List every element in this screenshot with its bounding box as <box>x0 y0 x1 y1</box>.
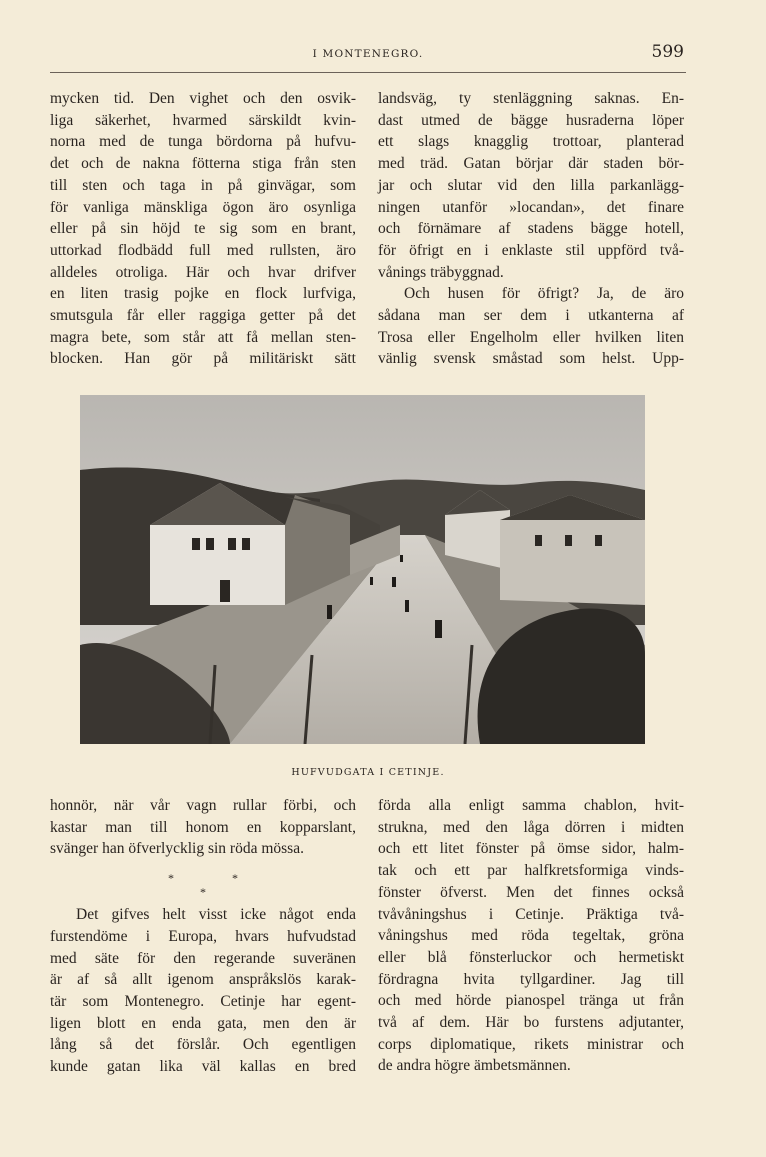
text-line: alldeles otroliga. Här och hvar drifver <box>50 263 356 281</box>
page-number: 599 <box>651 42 684 62</box>
text-line: Och husen för öfrigt? Ja, de äro <box>404 285 684 303</box>
text-line: vänlig svensk småstad som helst. Upp- <box>378 350 684 368</box>
text-line: svänger han öfverlycklig sin röda mössa. <box>50 840 304 858</box>
text-line: dast utmed de bägge husraderna löper <box>378 111 684 129</box>
running-title: I MONTENEGRO. <box>312 48 424 60</box>
text-line: tär som Montenegro. Cetinje har egent- <box>50 992 356 1010</box>
column-right-bottom <box>378 795 684 1077</box>
text-line: smutsgula får eller raggiga getter på det <box>50 307 356 325</box>
asterisk: * <box>232 871 238 886</box>
text-line: förda alla enligt samma chablon, hvit- <box>378 797 684 814</box>
text-line: och med hörde pianospel tränga ut från <box>378 992 684 1010</box>
text-line: uttorkad flodbädd full med rullsten, äro <box>50 241 356 259</box>
text-line: kunde gatan lika väl kallas en bred <box>50 1058 356 1076</box>
text-line: en liten trasig pojke en flock lurfviga, <box>50 285 356 303</box>
text-line: norna med de tunga bördorna på hufvu- <box>50 133 356 151</box>
text-line: med träd. Gatan börjar där staden bör- <box>378 155 684 173</box>
text-line: eller blå fönsterluckor och hermetiskt <box>378 948 684 966</box>
text-line: fönster öfverst. Men det finnes också <box>378 883 684 901</box>
asterism <box>50 860 356 904</box>
text-line: kastar man till honom en kopparslant, <box>50 818 356 836</box>
text-line: och ett litet fönster på ömse sidor, halm- <box>378 840 684 858</box>
text-line: ligen blott en enda gata, men den är <box>50 1014 356 1032</box>
text-line: det och de nakna fötterna stiga från sten <box>50 155 356 173</box>
figure-caption: HUFVUDGATA I CETINJE. <box>291 767 445 778</box>
text-line: vånings träbyggnad. <box>378 263 504 281</box>
text-line: till sten och taga in på ginvägar, som <box>50 176 356 194</box>
text-line: sådana man ser dem i utkanterna af <box>378 307 684 325</box>
text-line: tak och ett par halfkretsformiga vinds- <box>378 862 684 880</box>
text-line: för vanliga mänskliga ögon äro osynliga <box>50 198 356 216</box>
text-line: magra bete, som står att få mellan sten- <box>50 328 356 346</box>
text-line: är af så allt igenom anspråkslös karak- <box>50 971 356 989</box>
text-line: strukna, med den låga dörren i midten <box>378 818 684 836</box>
text-line: för öfrigt en i enklaste stil uppförd två- <box>378 241 684 259</box>
text-line: de andra högre ämbetsmännen. <box>378 1057 571 1075</box>
text-line: våningshus med röda tegeltak, gröna <box>378 927 684 945</box>
photo-illustration <box>80 395 645 744</box>
text-line: lång så det förslår. Och egentligen <box>50 1036 356 1054</box>
column-left-bottom <box>50 795 356 1078</box>
text-line: två af dem. Här bo furstens adjutanter, <box>378 1014 684 1032</box>
text-line: landsväg, ty stenläggning saknas. En- <box>378 90 684 107</box>
text-line: blocken. Han gör på militäriskt sätt <box>50 350 356 368</box>
text-line: ningen utanför »locandan», det finare <box>378 198 684 216</box>
text-line: fördragna hvita tyllgardiner. Jag till <box>378 970 684 988</box>
running-header <box>50 44 686 73</box>
street-photograph <box>80 395 645 744</box>
text-line: corps diplomatique, rikets ministrar och <box>378 1035 684 1053</box>
text-line: med säte för den regerande suveränen <box>50 949 356 967</box>
column-left-top <box>50 88 356 370</box>
text-line: liga säkerhet, hvarmed särskildt kvin- <box>50 111 356 129</box>
text-line: Trosa eller Engelholm eller hvilken liten <box>378 328 684 346</box>
text-line: mycken tid. Den vighet och den osvik- <box>50 90 356 107</box>
text-line: ett slags knagglig trottoar, planterad <box>378 133 684 151</box>
text-line: Det gifves helt visst icke något enda <box>76 906 356 924</box>
asterisk: * <box>168 871 174 886</box>
column-right-top <box>378 88 684 370</box>
text-line: eller på sin höjd te sig som en brant, <box>50 220 356 238</box>
text-line: tvåvåningshus i Cetinje. Präktiga två- <box>378 905 684 923</box>
text-line: furstendöme i Europa, hvars hufvudstad <box>50 927 356 945</box>
text-line: och förnämare af stadens bägge hotell, <box>378 220 684 238</box>
text-line: honnör, när vår vagn rullar förbi, och <box>50 797 356 814</box>
text-line: jar och slutar vid den lilla parkanlägg- <box>378 176 684 194</box>
asterisk: * <box>200 885 206 900</box>
